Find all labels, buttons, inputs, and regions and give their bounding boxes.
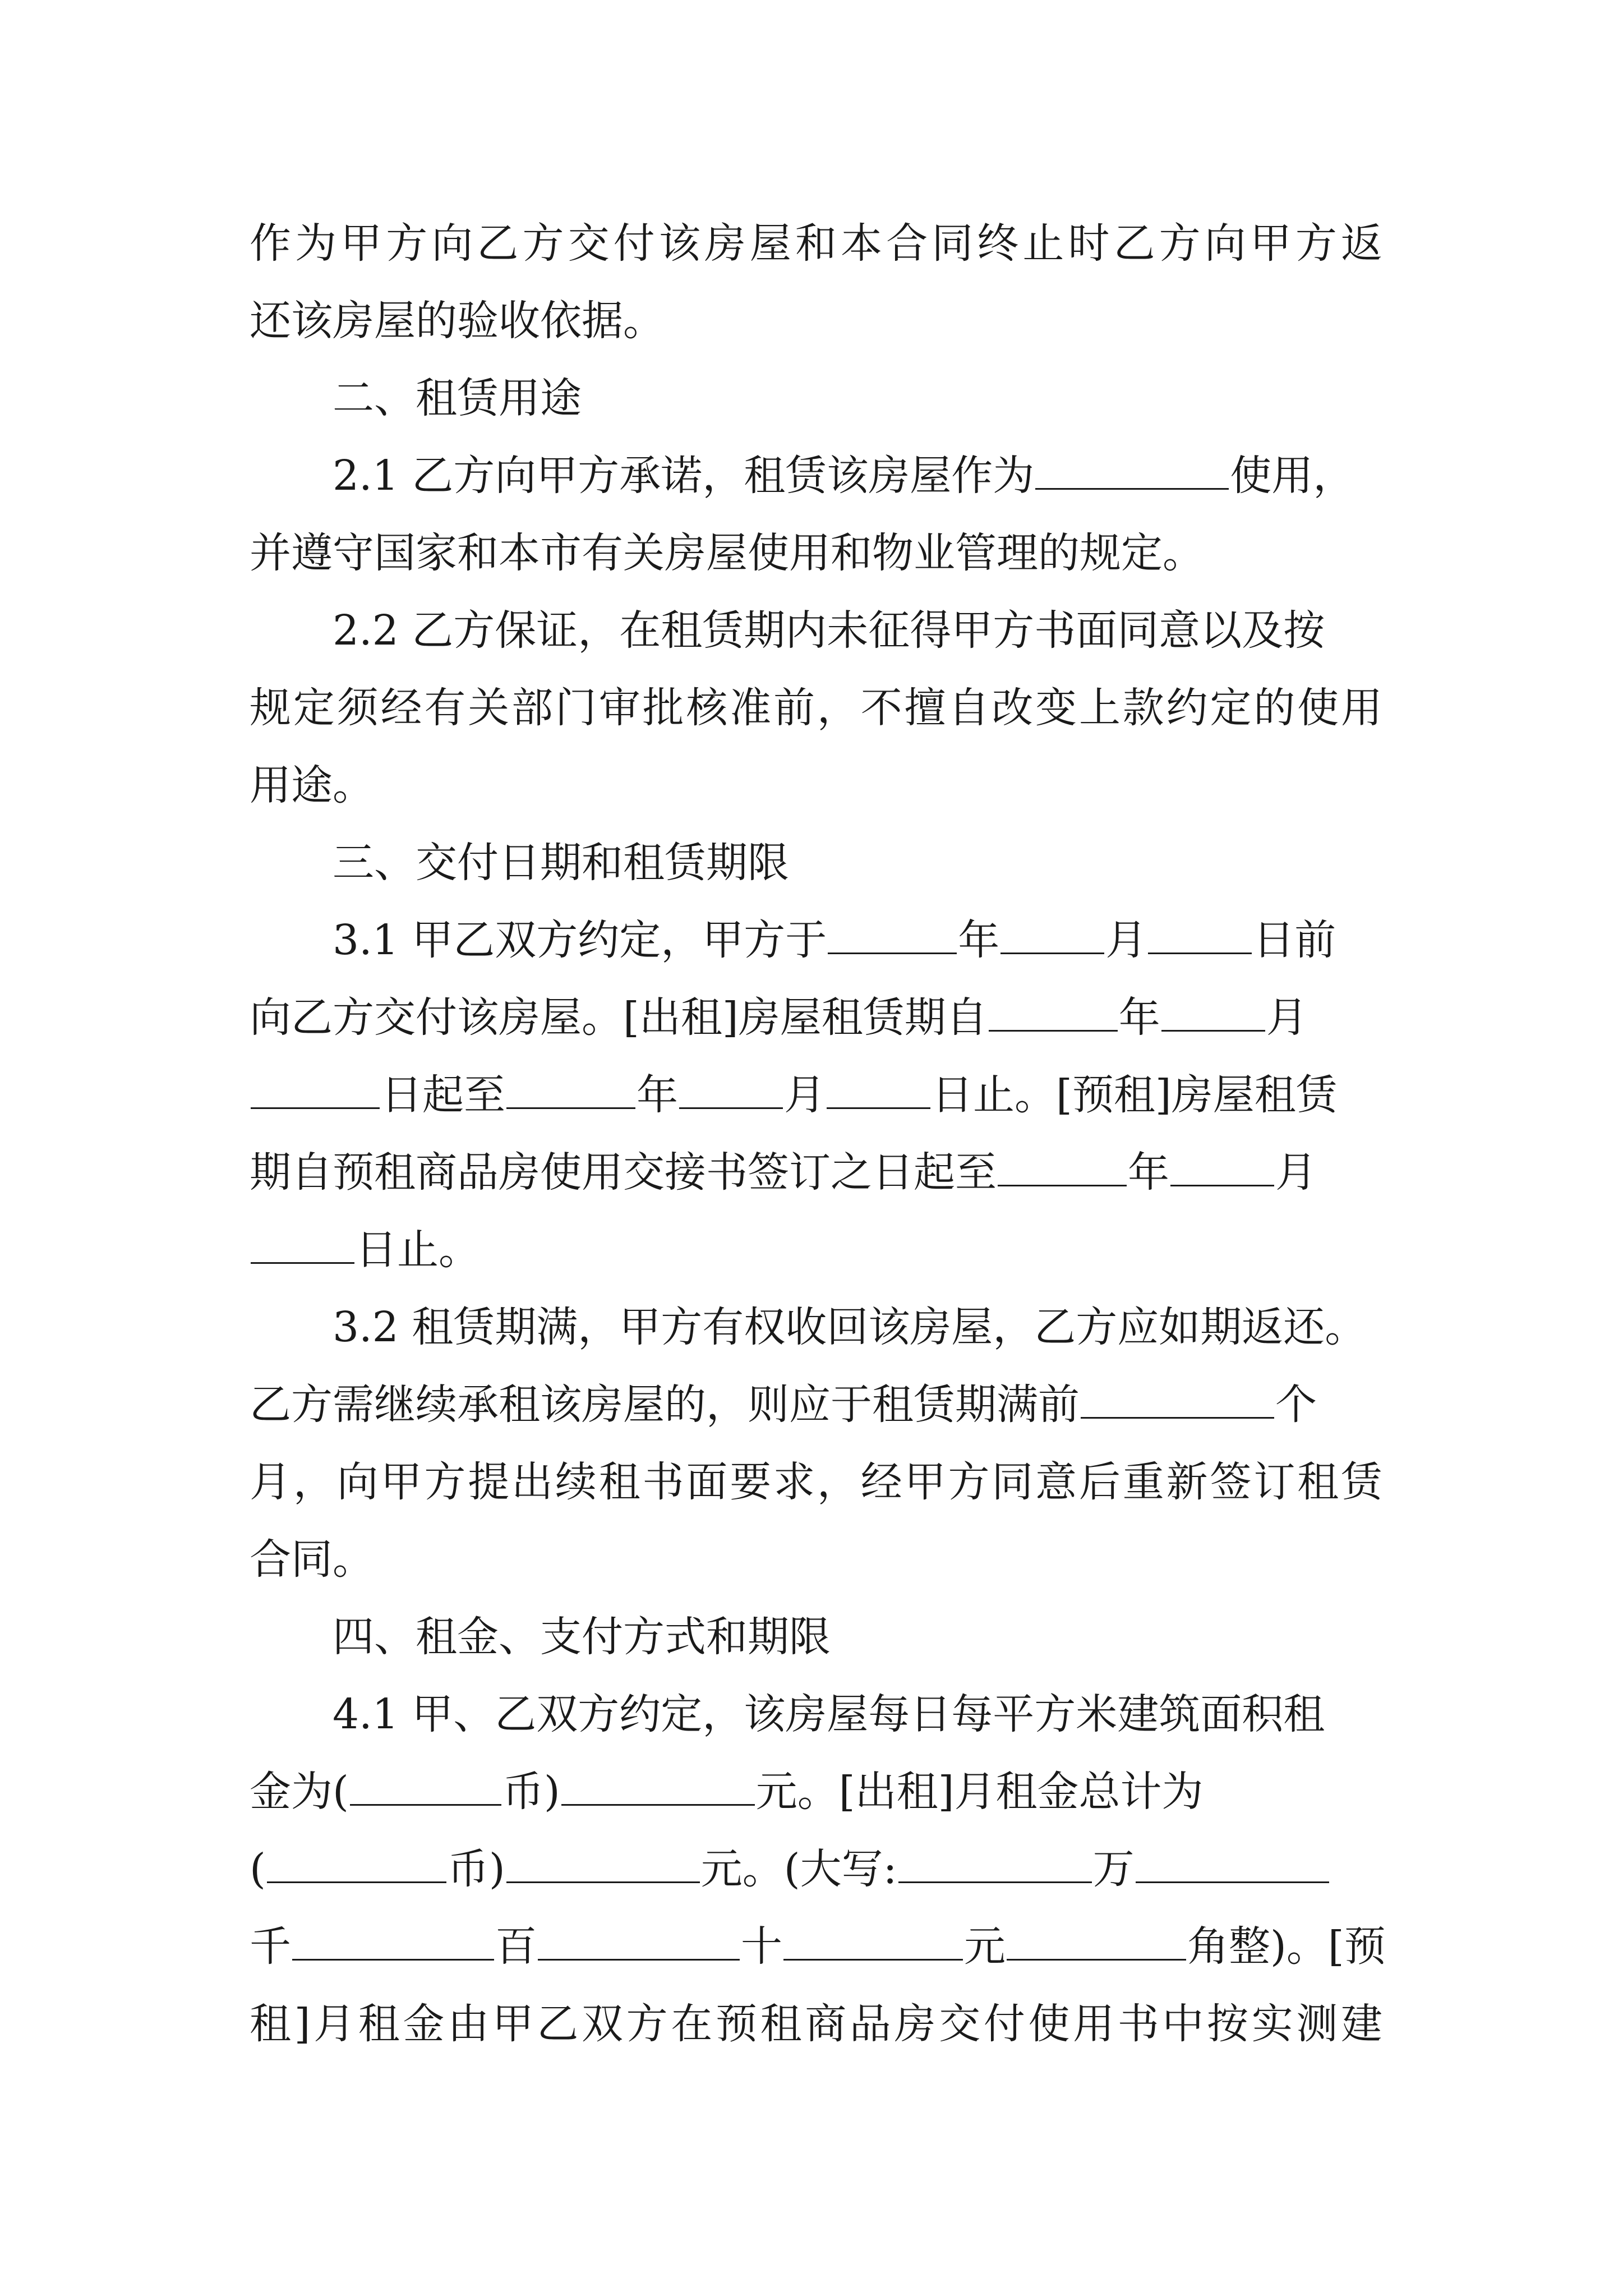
text-run: 日止。[预租]房屋租赁: [932, 1071, 1338, 1119]
text-run: 角整)。[预: [1187, 1922, 1386, 1971]
text-run: 年: [1128, 1148, 1169, 1197]
text-run: 元: [964, 1922, 1006, 1971]
fill-blank: [1081, 1380, 1274, 1419]
text-run: 日起至: [381, 1071, 505, 1119]
text-run: 百: [495, 1922, 537, 1971]
paragraph-line: [250, 979, 1382, 1056]
paragraph-line: 租]月租金由甲乙双方在预租商品房交付使用书中按实测建: [250, 2000, 1382, 2048]
text-run: 3.1 甲乙双方约定，甲方于: [333, 916, 827, 964]
fill-blank: [783, 1922, 963, 1961]
fill-blank: [898, 1844, 1092, 1883]
fill-blank: [561, 1767, 755, 1806]
fill-blank: [292, 1922, 494, 1961]
text-run: 日前: [1253, 916, 1336, 964]
fill-blank: [267, 1844, 446, 1883]
text-run: 月: [1275, 1148, 1317, 1197]
text-run: 使用，: [1230, 452, 1355, 500]
text-run: 币): [502, 1768, 560, 1816]
paragraph-line: 还该房屋的验收依据。: [250, 297, 665, 345]
fill-blank: [538, 1922, 740, 1961]
paragraph-line: [250, 1366, 1382, 1443]
paragraph-line: 作为甲方向乙方交付该房屋和本合同终止时乙方向甲方返: [250, 219, 1382, 268]
text-run: 个: [1275, 1381, 1317, 1429]
text-run: 元。(大写:: [700, 1845, 897, 1893]
text-run: 年: [958, 916, 1000, 964]
paragraph-line: [250, 1908, 1386, 1985]
fill-blank: [998, 1148, 1127, 1186]
fill-blank: [989, 993, 1118, 1032]
fill-blank: [1148, 915, 1252, 954]
paragraph-line: 用途。: [250, 761, 374, 809]
fill-blank: [1170, 1148, 1274, 1186]
paragraph-line: 月，向甲方提出续租书面要求，经甲方同意后重新签订租赁: [250, 1458, 1382, 1506]
paragraph-line: 4.1 甲、乙双方约定，该房屋每日每平方米建筑面积租: [333, 1690, 1325, 1738]
paragraph-line: [250, 1211, 1382, 1289]
text-run: 乙方需继续承租该房屋的，则应于租赁期满前: [250, 1381, 1080, 1429]
fill-blank: [1000, 915, 1104, 954]
section-heading: 三、交付日期和租赁期限: [333, 839, 789, 887]
paragraph-line: [250, 1753, 1382, 1830]
text-run: 元。[出租]月租金总计为: [755, 1768, 1204, 1816]
text-run: 日止。: [356, 1226, 480, 1274]
fill-blank: [1035, 451, 1229, 490]
fill-blank: [251, 1070, 380, 1109]
fill-blank: [679, 1070, 783, 1109]
paragraph-line: 合同。: [250, 1535, 374, 1584]
paragraph-line: 并遵守国家和本市有关房屋使用和物业管理的规定。: [250, 529, 1204, 577]
text-run: 年: [1118, 993, 1160, 1042]
paragraph-line: 规定须经有关部门审批核准前，不擅自改变上款约定的使用: [250, 684, 1382, 732]
paragraph-line: [250, 901, 1382, 979]
text-run: 2.1 乙方向甲方承诺，租赁该房屋作为: [333, 452, 1035, 500]
text-run: 年: [637, 1071, 678, 1119]
text-run: 月: [784, 1071, 826, 1119]
paragraph-line: [250, 1056, 1382, 1134]
text-run: 万: [1092, 1845, 1135, 1893]
fill-blank: [506, 1844, 700, 1883]
paragraph-line: [250, 1830, 1382, 1908]
paragraph-line: [250, 1134, 1382, 1211]
text-run: 月: [1266, 993, 1308, 1042]
fill-blank: [251, 1225, 354, 1264]
fill-blank: [1007, 1922, 1186, 1961]
paragraph-line: [250, 437, 1382, 514]
fill-blank: [828, 915, 957, 954]
fill-blank: [827, 1070, 930, 1109]
text-run: 向乙方交付该房屋。[出租]房屋租赁期自: [250, 993, 988, 1042]
fill-blank: [506, 1070, 635, 1109]
paragraph-line: 2.2 乙方保证，在租赁期内未征得甲方书面同意以及按: [333, 606, 1325, 655]
text-run: 期自预租商品房使用交接书签订之日起至: [250, 1148, 997, 1197]
text-run: (: [250, 1845, 266, 1893]
text-run: 币): [447, 1845, 505, 1893]
fill-blank: [1136, 1844, 1329, 1883]
section-heading: 四、租金、支付方式和期限: [333, 1613, 831, 1661]
text-run: 月: [1105, 916, 1147, 964]
paragraph-line: 3.2 租赁期满，甲方有权收回该房屋，乙方应如期返还。: [333, 1303, 1367, 1351]
text-run: 金为(: [250, 1768, 349, 1816]
section-heading: 二、租赁用途: [333, 374, 582, 422]
text-run: 千: [250, 1922, 291, 1971]
text-run: 十: [741, 1922, 782, 1971]
fill-blank: [350, 1767, 501, 1806]
contract-text: [250, 205, 1386, 2063]
fill-blank: [1161, 993, 1265, 1032]
